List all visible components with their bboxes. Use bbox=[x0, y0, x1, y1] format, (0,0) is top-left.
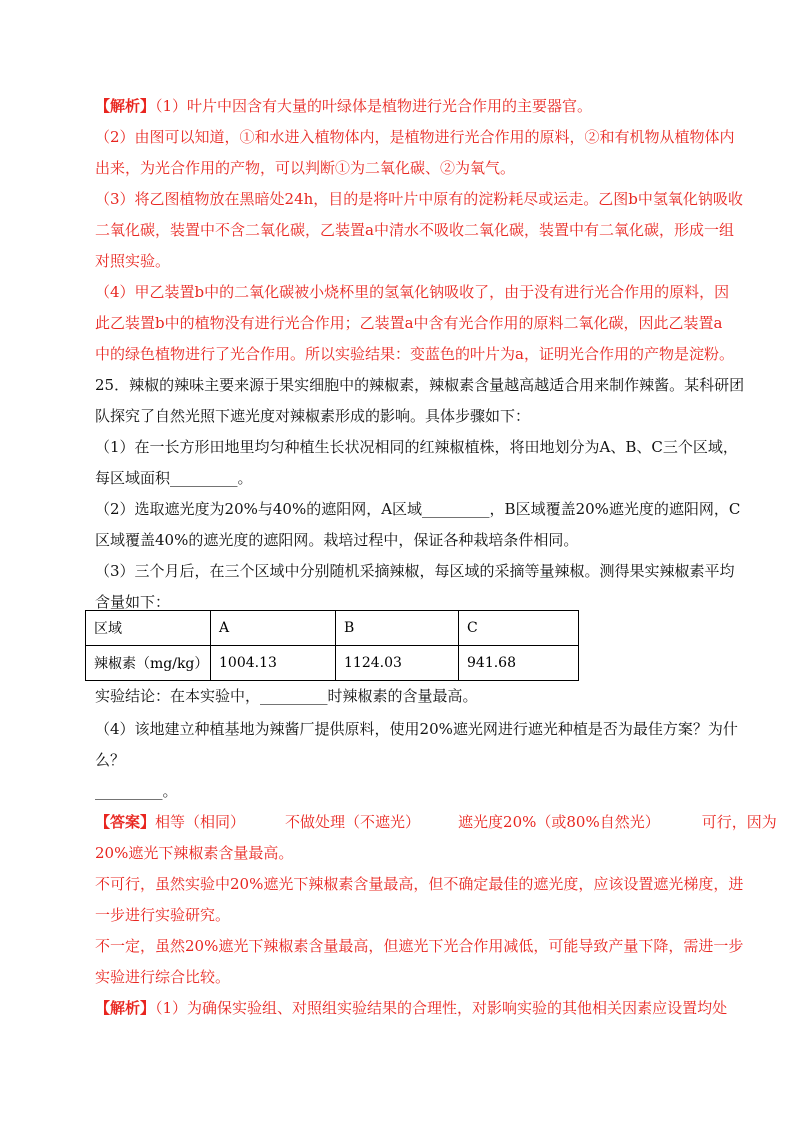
answer-line-6: 实验进行综合比较。 bbox=[95, 968, 231, 986]
question-line-1: 25．辣椒的辣味主要来源于果实细胞中的辣椒素，辣椒素含量越高越适合用来制作辣酱。某科研团 bbox=[95, 376, 745, 394]
table-cell: 区域 bbox=[86, 611, 211, 646]
step1-line-1: （1）在一长方形田地里均匀种植生长状况相同的红辣椒植株，将田地划分为A、B、C三个区域， bbox=[95, 438, 738, 456]
analysis-line-3: 出来，为光合作用的产物，可以判断①为二氧化碳、②为氧气。 bbox=[95, 159, 516, 177]
table-row bbox=[86, 646, 579, 681]
analysis-line-2: （2）由图可以知道，①和水进入植物体内，是植物进行光合作用的原料，②和有机物从植物体内 bbox=[95, 128, 735, 146]
table-cell: 941.68 bbox=[459, 646, 579, 681]
step4-line-2: 么？ bbox=[95, 751, 126, 769]
step1-line-2: 每区域面积_________。 bbox=[95, 469, 253, 487]
table-row bbox=[86, 611, 579, 646]
analysis-line-6: 对照实验。 bbox=[95, 252, 171, 270]
analysis-line-9: 中的绿色植物进行了光合作用。所以实验结果：变蓝色的叶片为a，证明光合作用的产物是淀粉。 bbox=[95, 345, 734, 363]
answer-line-1: 【答案】相等（相同） 不做处理（不遮光） 遮光度20%（或80%自然光） 可行，因为 bbox=[95, 813, 777, 831]
analysis-tag: 【解析】 bbox=[95, 97, 156, 115]
answer-tag: 【答案】 bbox=[95, 813, 156, 831]
step3-line-1: （3）三个月后，在三个区域中分别随机采摘辣椒，每区域的采摘等量辣椒。测得果实辣椒素平均 bbox=[95, 562, 735, 580]
step4-line-1: （4）该地建立种植基地为辣酱厂提供原料，使用20%遮光网进行遮光种植是否为最佳方案？为什 bbox=[95, 720, 738, 738]
analysis-line-1: 【解析】（1）叶片中因含有大量的叶绿体是植物进行光合作用的主要器官。 bbox=[95, 97, 593, 115]
question-line-2: 队探究了自然光照下遮光度对辣椒素形成的影响。具体步骤如下： bbox=[95, 407, 531, 425]
answer-line-4: 一步进行实验研究。 bbox=[95, 906, 231, 924]
answer-line-3: 不可行，虽然实验中20%遮光下辣椒素含量最高，但不确定最佳的遮光度，应该设置遮光梯度，进 bbox=[95, 875, 744, 893]
table-cell: 辣椒素（mg/kg） bbox=[86, 646, 211, 681]
answer-line-5: 不一定，虽然20%遮光下辣椒素含量最高，但遮光下光合作用减低，可能导致产量下降，需进一步 bbox=[95, 937, 744, 955]
step3-line-2: 含量如下： bbox=[95, 593, 171, 611]
table-cell: A bbox=[211, 611, 336, 646]
table-cell: C bbox=[459, 611, 579, 646]
analysis2-line-1: 【解析】（1）为确保实验组、对照组实验结果的合理性，对影响实验的其他相关因素应设置均处 bbox=[95, 999, 728, 1017]
step2-line-1: （2）选取遮光度为20%与40%的遮阳网，A区域_________，B区域覆盖20%遮光度的遮阳网，C bbox=[95, 500, 741, 518]
analysis-line-7: （4）甲乙装置b中的二氧化碳被小烧杯里的氢氧化钠吸收了，由于没有进行光合作用的原料，因 bbox=[95, 283, 730, 301]
answer-line-2: 20%遮光下辣椒素含量最高。 bbox=[95, 844, 294, 862]
step2-line-2: 区域覆盖40%的遮光度的遮阳网。栽培过程中，保证各种栽培条件相同。 bbox=[95, 531, 579, 549]
capsaicin-table bbox=[85, 610, 579, 681]
table-cell: B bbox=[336, 611, 459, 646]
step4-line-3: _________。 bbox=[95, 782, 178, 800]
table-cell: 1004.13 bbox=[211, 646, 336, 681]
analysis-line-4: （3）将乙图植物放在黑暗处24h，目的是将叶片中原有的淀粉耗尽或运走。乙图b中氢氧化钠吸收 bbox=[95, 190, 743, 208]
analysis-line-8: 此乙装置b中的植物没有进行光合作用；乙装置a中含有光合作用的原料二氧化碳，因此乙装置a bbox=[95, 314, 723, 332]
analysis2-tag: 【解析】 bbox=[95, 999, 156, 1017]
table-cell: 1124.03 bbox=[336, 646, 459, 681]
conclusion-line: 实验结论：在本实验中，_________时辣椒素的含量最高。 bbox=[95, 687, 478, 705]
analysis-line-5: 二氧化碳，装置中不含二氧化碳，乙装置a中清水不吸收二氧化碳，装置中有二氧化碳，形成一组 bbox=[95, 221, 734, 239]
